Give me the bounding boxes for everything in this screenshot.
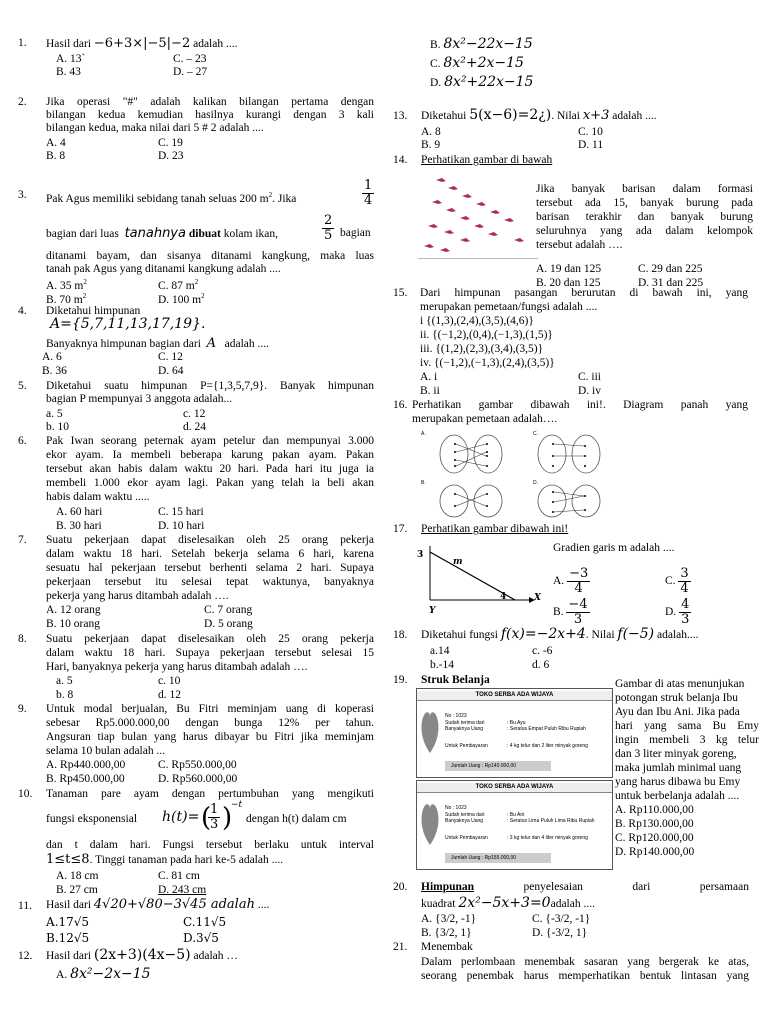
question-number: 10. [18, 788, 33, 800]
mapping-arrow [456, 460, 486, 466]
question-number: 16. [393, 399, 408, 411]
heart-icon [420, 801, 440, 845]
option-a[interactable]: A. 4 [46, 137, 66, 149]
question-text: sesuatu hal pekerjaan tersebut berhenti selama 2 hari. Supaya [46, 562, 374, 574]
question-text: seorang penembak harus memperhatikan bentuk lintasan yang [421, 970, 749, 982]
question-text: merupakan pemetaan adalah…. [412, 413, 558, 425]
question-text: Dari himpunan pasangan berurutan di bawah ini, yang [420, 287, 748, 299]
image-divider [418, 258, 538, 259]
receipt-customer: : Bu Ani [507, 812, 525, 818]
bird-formation-image [418, 170, 532, 260]
receipt-field-label: Untuk Pembayaran [445, 743, 488, 749]
option-b[interactable]: B. {3/2, 1} [421, 927, 472, 939]
question-number: 20. [393, 881, 408, 893]
question-text: Hari, banyaknya pekerja yang harus ditambah adalah …. [46, 661, 308, 673]
bird-icon [424, 244, 434, 248]
receipt-number: No : 1023 [445, 805, 467, 811]
question-text: seluruhnya yang ada dalam kelompok [536, 225, 753, 237]
element-dot [584, 455, 586, 457]
question-text: ingin membeli 3 kg telur [615, 734, 759, 746]
bird-icon [476, 202, 486, 206]
element-dot [454, 505, 456, 507]
element-dot [454, 451, 456, 453]
option-a[interactable]: A. 6 [42, 351, 62, 363]
option-d[interactable]: D. 10 hari [158, 520, 205, 532]
option-a[interactable]: A. 60 hari [56, 506, 103, 518]
option-b[interactable]: b. 10 [46, 421, 69, 433]
option-d[interactable]: D. 5 orang [204, 618, 253, 630]
option-c[interactable]: C. Rp120.000,00 [615, 832, 694, 844]
element-dot [552, 443, 554, 445]
question-text: pekerja yang harus ditambah adalah …. [46, 590, 229, 602]
element-dot [486, 455, 488, 457]
question-text: Angsuran tiap bulan yang harus dibayar bu Fitri jika meminjam [46, 731, 374, 743]
question-text: dan 3 liter minyak goreng, [615, 748, 737, 760]
bird-icon [462, 194, 472, 198]
bird-icon [460, 238, 470, 242]
question-number: 13. [393, 110, 408, 122]
option-a[interactable]: A. $\frac{-3}{4}$ [553, 566, 589, 596]
receipt-items: : 4 kg telur dan 2 liter minyak goreng [507, 743, 588, 749]
element-dot [552, 455, 554, 457]
question-text: Hasil dari 4√20+√80−3√45 adalah .... [46, 897, 270, 912]
element-dot [486, 465, 488, 467]
question-text: sebesar Rp5.000.000,00 dengan bunga 12% per tahun. [46, 717, 374, 729]
element-dot [584, 495, 586, 497]
element-dot [486, 443, 488, 445]
diagram-label-d: D. [533, 480, 538, 486]
option-a[interactable]: A. 35 $m^2$ [46, 278, 87, 292]
element-dot [486, 451, 488, 453]
statement-i: i {(1,3),(2,4),(3,5),(4,6)} [420, 315, 534, 327]
question-text: Himpunan penyelesaian dari persamaan [421, 881, 749, 893]
option-a[interactable]: A. 8 [421, 126, 441, 138]
question-text: kuadrat 2x²−5x+3=0adalah .... [421, 895, 595, 911]
receipt-number: No : 1023 [445, 713, 467, 719]
option-c[interactable]: C. 19 [158, 137, 183, 149]
question-text: tanah pak Agus yang ditanami kangkung adalah .... [46, 263, 281, 275]
bird-icon [504, 218, 514, 222]
question-text: pekerjaan tersebut itu selesai tepat waktunya, banyaknya [46, 576, 374, 588]
question-text: bagian P mempunyai 3 anggota adalah... [46, 393, 233, 405]
question-text: tersebut akan habis dalam waktu 20 hari. Pada hari itu juga ia [46, 463, 374, 475]
question-text: Suatu pekerjaan dapat diselesaikan oleh 25 orang pekerja [46, 633, 374, 645]
receipt-field-label: Untuk Pembayaran [445, 835, 488, 841]
element-dot [454, 459, 456, 461]
option-d[interactable]: D. 100 $m^2$ [158, 292, 205, 306]
line-label-m: m [453, 557, 463, 567]
option-a[interactable]: A. {3/2, -1} [421, 913, 477, 925]
bird-icon [460, 216, 470, 220]
question-text: potongan struk belanja Ibu [615, 692, 738, 704]
paren-left: ( [201, 803, 212, 833]
receipt-2 [416, 780, 613, 870]
diagram-b-codomain [474, 485, 502, 517]
option-b[interactable]: B. 10 orang [46, 618, 100, 630]
question-number: 9. [18, 703, 27, 715]
option-a[interactable]: A.17√5 [46, 915, 90, 929]
bird-icon [490, 210, 500, 214]
bird-icon [432, 200, 442, 204]
x-axis-label: X [534, 593, 541, 603]
option-c[interactable]: C. 7 orang [204, 604, 253, 616]
bird-icon [448, 186, 458, 190]
bird-icon [488, 232, 498, 236]
option-c[interactable]: C. – 23 [173, 53, 207, 65]
receipt-store-name: TOKO SERBA ADA WIJAYA [417, 783, 612, 793]
mapping-arrow [554, 510, 584, 512]
arrow-diagrams [418, 426, 608, 518]
option-a[interactable]: A. 19 dan 125 [536, 263, 602, 275]
element-dot [454, 443, 456, 445]
question-title: Perhatikan gambar di bawah [421, 154, 553, 166]
exponent: −t [231, 800, 243, 810]
bird-icon [474, 224, 484, 228]
option-b[interactable]: B. ii [420, 385, 440, 397]
option-b[interactable]: b. 8 [56, 689, 74, 701]
receipt-field-label: Sudah terima dari [445, 812, 485, 818]
question-text: Untuk modal berjualan, Bu Fitri meminjam uang di koperasi [46, 703, 374, 715]
option-c[interactable]: C. 29 dan 225 [638, 263, 703, 275]
x-intercept-label: 4 [500, 592, 507, 602]
question-text: Pak Agus memiliki sebidang tanah seluas 200 $m^2$. Jika [46, 191, 297, 205]
statement-ii: ii. {(−1,2),(0,4),(−1,3),(1,5)} [420, 329, 553, 341]
option-a[interactable]: a. 5 [46, 408, 63, 420]
question-text: Diketahui 5(x−6)=2¿). Nilai x+3 adalah .... [421, 107, 657, 123]
option-b[interactable]: B. 30 hari [56, 520, 102, 532]
receipt-total: Jumlah Uang : Rp155.000,00 [445, 853, 551, 863]
y-intercept-label: 3 [417, 550, 424, 560]
element-dot [552, 511, 554, 513]
option-b[interactable]: B. Rp130.000,00 [615, 818, 694, 830]
option-b[interactable]: B.12√5 [46, 931, 90, 945]
question-text: selama 10 bulan adalah ... [46, 745, 166, 757]
element-dot [584, 445, 586, 447]
option-b[interactable]: B. Rp450.000,00 [46, 773, 125, 785]
question-text: barisan terakhir dan banyak burung [536, 211, 753, 223]
question-number: 2. [18, 96, 27, 108]
question-number: 17. [393, 523, 408, 535]
question-text: hari yang sama Bu Emy [615, 720, 759, 732]
question-number: 21. [393, 941, 408, 953]
question-text: tersebut ada 15, banyak burung pada [536, 197, 753, 209]
mapping-arrow [554, 496, 584, 502]
element-dot [454, 465, 456, 467]
element-dot [552, 491, 554, 493]
option-b[interactable]: B. 8x²−22x−15 [430, 36, 533, 52]
heart-icon [420, 709, 440, 753]
option-b[interactable]: B. 20 dan 125 [536, 277, 601, 289]
option-c[interactable]: C. iii [578, 371, 602, 383]
diagram-a-domain [440, 435, 468, 473]
question-text: Jika banyak barisan dalam formasi [536, 183, 753, 195]
element-dot [486, 505, 488, 507]
option-c[interactable]: C. 15 hari [158, 506, 204, 518]
question-text: Jika operasi "#" adalah kalikan bilangan pertama dengan [46, 96, 374, 108]
question-text: bilangan kedua, maka nilai dari 5 # 2 adalah .... [46, 122, 264, 134]
option-b[interactable]: b.-14 [430, 659, 454, 671]
question-number: 5. [18, 380, 27, 392]
question-text: maka jumlah minimal uang [615, 762, 742, 774]
diagram-label-a: A. [421, 431, 426, 437]
option-c[interactable]: C. 10 [578, 126, 603, 138]
option-a[interactable]: A. 12 orang [46, 604, 101, 616]
diagram-c-codomain [572, 435, 600, 473]
bird-icon [440, 248, 450, 252]
question-text: dengan h(t) dalam cm [246, 813, 347, 825]
question-text: 1≤t≤8. Tinggi tanaman pada hari ke-5 adalah .... [46, 852, 284, 867]
question-text: Gradien garis m adalah .... [553, 542, 675, 554]
receipt-field-label: Sudah terima dari [445, 720, 485, 726]
question-title: Struk Belanja [421, 674, 490, 686]
question-number: 19. [393, 674, 408, 686]
option-c[interactable]: C. Rp550.000,00 [158, 759, 237, 771]
diagram-label-b: B. [421, 480, 426, 486]
question-number: 15. [393, 287, 408, 299]
option-b[interactable]: B. 27 cm [56, 884, 98, 896]
option-d[interactable]: d. 24 [183, 421, 206, 433]
option-a[interactable]: a.14 [430, 645, 450, 657]
option-c[interactable]: C. 81 cm [158, 870, 200, 882]
receipt-store-name: TOKO SERBA ADA WIJAYA [417, 691, 612, 701]
option-d[interactable]: D. – 27 [173, 66, 208, 78]
option-c[interactable]: C. 12 [158, 351, 183, 363]
option-c[interactable]: c. 10 [158, 675, 181, 687]
receipt-customer: : Bu Ayu [507, 720, 526, 726]
option-d[interactable]: D. Rp140.000,00 [615, 846, 695, 858]
question-text: dan t dalam hari. Fungsi tersebut berlaku untuk interval [46, 839, 374, 851]
bird-icon [428, 224, 438, 228]
set-a: A={5,7,11,13,17,19}. [50, 316, 206, 332]
statement-iii: iii. {(1,2),(2,3),(3,4),(3,5)} [420, 343, 544, 355]
option-d[interactable]: D. 64 [158, 365, 184, 377]
mapping-arrow [456, 452, 486, 466]
option-d[interactable]: D. 11 [578, 139, 604, 151]
diagram-b-domain [440, 485, 468, 517]
option-b[interactable]: B. $\frac{-4}{3}$ [553, 597, 588, 627]
diagram-label-c: C. [533, 431, 538, 437]
option-d[interactable]: D. 243 cm [158, 884, 207, 896]
question-text: Diketahui himpunan [46, 305, 141, 317]
bird-icon [514, 238, 524, 242]
option-d[interactable]: d. 6 [532, 659, 550, 671]
option-a[interactable]: A. 18 cm [56, 870, 99, 882]
question-text: habis dalam waktu ..... [46, 491, 150, 503]
question-text: Diketahui suatu himpunan P={1,3,5,7,9}. Banyak himpunan [46, 380, 374, 392]
question-text: Ayu dan Ibu Ani. Jika pada [615, 706, 740, 718]
question-number: 3. [18, 189, 27, 201]
option-b[interactable]: B. 9 [421, 139, 441, 151]
statement-iv: iv. {(−1,2),(−1,3),(2,4),(3,5)} [420, 357, 555, 369]
option-a[interactable]: A. Rp110.000,00 [615, 804, 694, 816]
question-text: ditanami bayam, dan sisanya ditanami kangkung, maka luas [46, 250, 374, 262]
question-number: 4. [18, 305, 27, 317]
question-number: 8. [18, 633, 27, 645]
element-dot [552, 501, 554, 503]
fraction-two-fifths: $\frac{2}{5}$ [324, 213, 333, 243]
function-h: h(t)= [162, 809, 200, 825]
question-title: Perhatikan gambar dibawah ini! [421, 523, 569, 535]
option-b[interactable]: B. 36 [42, 365, 67, 377]
question-text: membeli 1.000 ekor ayam lagi. Pakan yang telah ia beli akan [46, 477, 374, 489]
question-text: Perhatikan gambar dibawah ini!. Diagram panah yang [412, 399, 748, 411]
question-text: tersebut adalah …. [536, 239, 623, 251]
option-b[interactable]: B. 43 [56, 66, 81, 78]
question-text: dalam waktu 18 hari. Supaya pekerjaan tersebut selesai 15 [46, 647, 374, 659]
question-title: Menembak [421, 941, 473, 953]
bird-icon [444, 230, 454, 234]
question-text: ekor ayam. Ia membeli beberapa karung pakan ayam. Pakan [46, 449, 374, 461]
question-number: 18. [393, 629, 408, 641]
question-text: Pak Iwan seorang peternak ayam petelur dan mempunyai 3.000 [46, 435, 374, 447]
question-text: yang harus dibawa bu Emy [615, 776, 741, 788]
mapping-arrow [554, 444, 584, 446]
question-text: Hasil dari −6+3×|−5|−2 adalah .... [46, 36, 238, 51]
question-text: fungsi eksponensial [46, 813, 138, 825]
diagram-d-domain [538, 485, 566, 517]
question-text: merupakan pemetaan/fungsi adalah .... [420, 301, 598, 313]
question-text: untuk berbelanja adalah .... [615, 790, 740, 802]
option-d[interactable]: D. 23 [158, 150, 184, 162]
option-c[interactable]: C. $\frac{3}{4}$ [665, 566, 689, 596]
option-c[interactable]: c. -6 [532, 645, 553, 657]
element-dot [454, 493, 456, 495]
option-d[interactable]: D. 31 dan 225 [638, 277, 704, 289]
bird-icon [436, 178, 446, 182]
option-d[interactable]: D. iv [578, 385, 601, 397]
question-number: 7. [18, 534, 27, 546]
diagram-a-codomain [474, 435, 502, 473]
option-c[interactable]: C. {-3/2, -1} [532, 913, 591, 925]
element-dot [584, 465, 586, 467]
question-text: Hasil dari (2x+3)(4x−5) adalah … [46, 947, 238, 963]
mapping-arrow [554, 492, 584, 496]
bird-icon [446, 208, 456, 212]
question-text: bilangan kedua kemudian hasilnya kurangi dengan 3 kali [46, 109, 374, 121]
option-a[interactable]: A. 13` [56, 53, 86, 65]
receipt-field-label: Banyaknya Uang [445, 726, 484, 732]
question-number: 14. [393, 154, 408, 166]
option-d[interactable]: D. $\frac{4}{3}$ [665, 597, 690, 627]
option-a[interactable]: A. Rp440.000,00 [46, 759, 126, 771]
receipt-amount-words: : Seratus Empat Puluh Ribu Rupiah [507, 726, 586, 732]
receipt-items: : 3 kg telur dan 4 liter minyak goreng [507, 835, 588, 841]
receipt-field-label: Banyaknya Uang [445, 818, 484, 824]
fraction-one-quarter: $\frac{1}{4}$ [364, 178, 373, 208]
question-text: Tanaman pare ayam dengan pertumbuhan yang mengikuti [46, 788, 374, 800]
option-c[interactable]: C.11√5 [183, 915, 227, 929]
receipt-amount-words: : Seratus Lima Puluh Lima Ribu Rupiah [507, 818, 595, 824]
option-a[interactable]: A. i [420, 371, 438, 383]
question-text: Dalam perlombaan menembak sasaran yang bergerak ke atas, [421, 956, 749, 968]
element-dot [552, 465, 554, 467]
question-text: Banyaknya himpunan bagian dari A adalah .... [46, 336, 270, 351]
fraction-one-third: $\frac{1}{3}$ [210, 802, 219, 832]
option-b[interactable]: B. 8 [46, 150, 66, 162]
option-d[interactable]: D. 8x²+22x−15 [430, 74, 534, 90]
option-c[interactable]: c. 12 [183, 408, 206, 420]
option-d[interactable]: D.3√5 [183, 931, 219, 945]
question-text: Diketahui fungsi f(x)=−2x+4. Nilai f(−5) adalah.... [421, 626, 699, 642]
question-text: Gambar di atas menunjukan [615, 678, 745, 690]
receipt-total: Jumlah Uang : Rp140.000,00 [445, 761, 551, 771]
element-dot [584, 509, 586, 511]
question-text: dalam waktu 18 hari. Setelah bekerja selama 6 hari, karena [46, 548, 374, 560]
option-d[interactable]: d. 12 [158, 689, 181, 701]
question-text: Suatu pekerjaan dapat diselesaikan oleh 25 orang pekerja [46, 534, 374, 546]
mapping-arrow [456, 444, 486, 452]
question-number: 1. [18, 37, 27, 49]
question-number: 11. [18, 900, 32, 912]
line-graph [413, 540, 548, 620]
question-number: 6. [18, 435, 27, 447]
question-text: bagian [340, 227, 371, 239]
receipt-1 [416, 688, 613, 778]
option-d[interactable]: D. Rp560.000,00 [158, 773, 238, 785]
option-a[interactable]: a. 5 [56, 675, 73, 687]
option-c[interactable]: C. 87 $m^2$ [158, 278, 199, 292]
paren-right: ) [222, 803, 233, 833]
option-a[interactable]: A. 8x²−2x−15 [56, 966, 151, 982]
diagram-c-domain [538, 435, 566, 473]
option-b[interactable]: B. 70 $m^2$ [46, 292, 87, 306]
question-text: bagian dari luas tanahnya dibuat kolam ikan, [46, 226, 278, 241]
element-dot [486, 493, 488, 495]
option-d[interactable]: D. {-3/2, 1} [532, 927, 588, 939]
y-axis-label: Y [429, 606, 436, 616]
question-number: 12. [18, 950, 33, 962]
diagram-d-codomain [572, 485, 600, 517]
option-c[interactable]: C. 8x²+2x−15 [430, 55, 524, 71]
